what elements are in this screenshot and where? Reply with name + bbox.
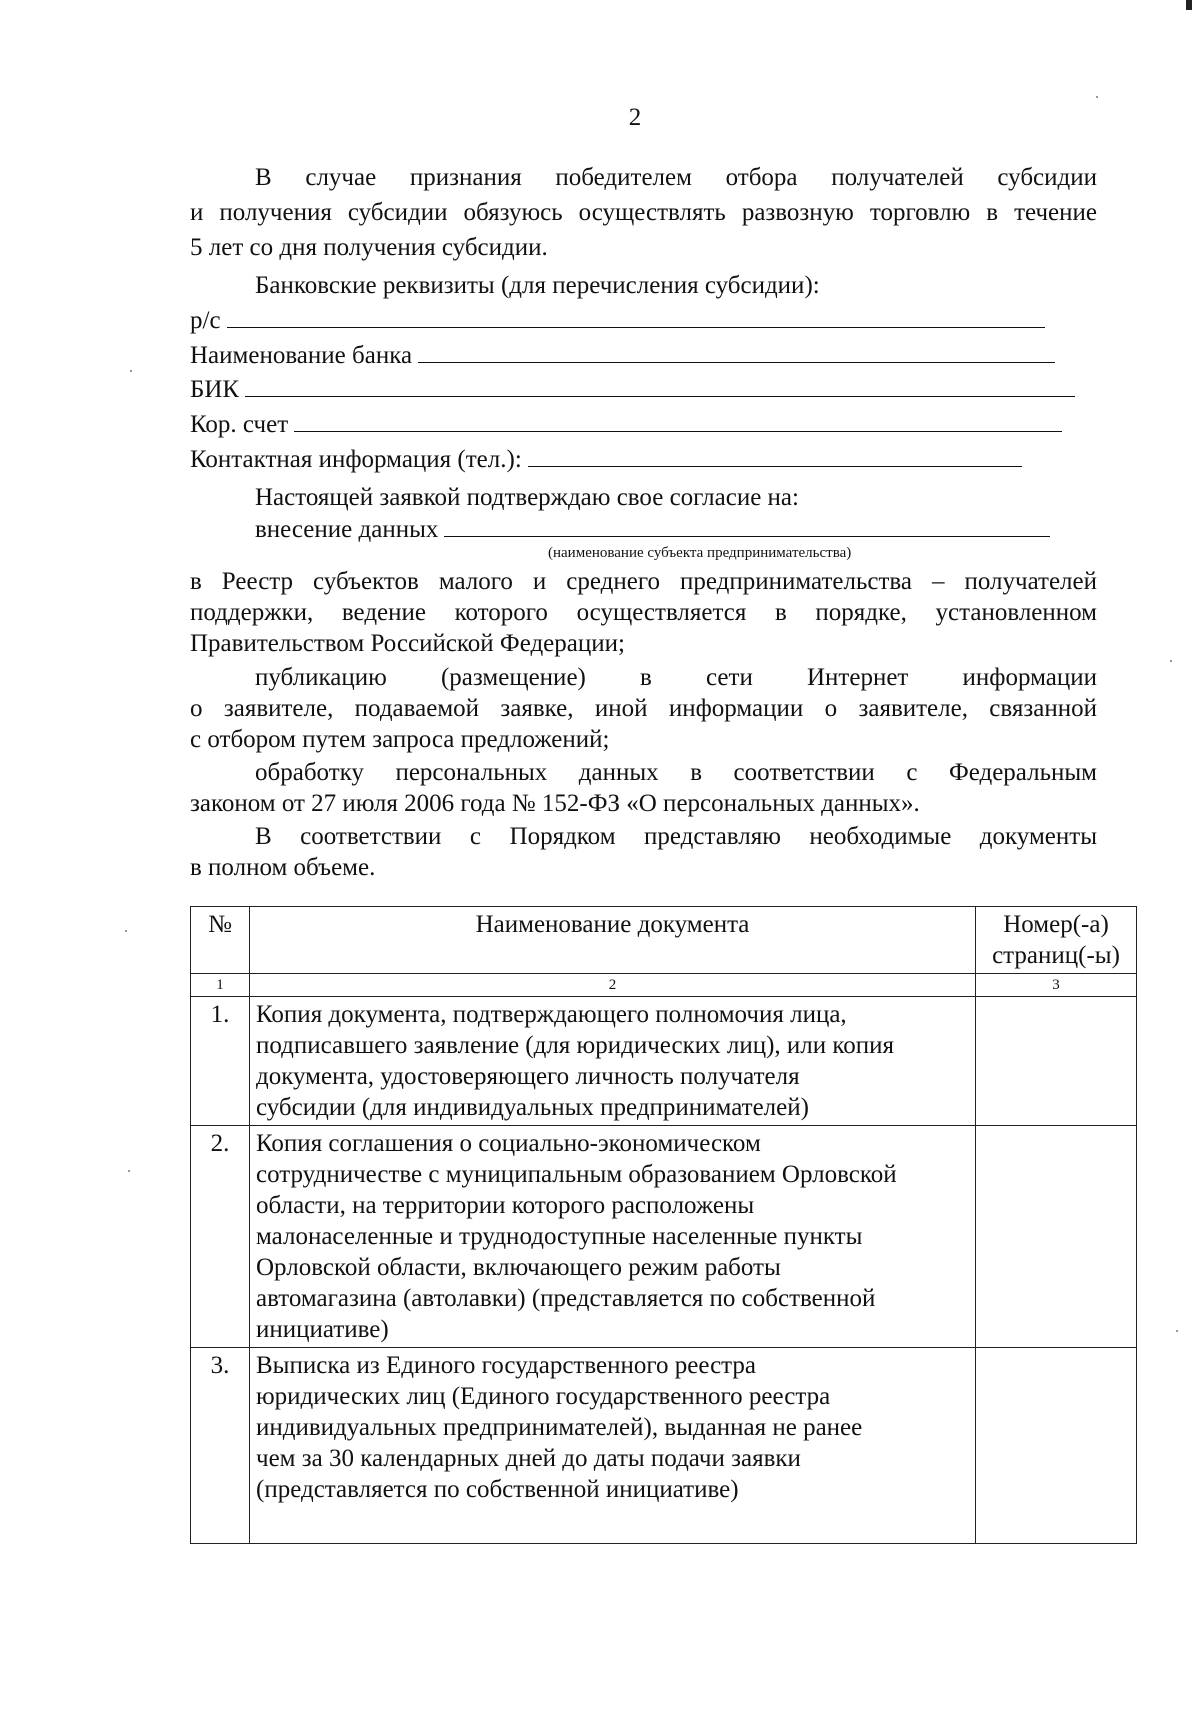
bank-name-label: Наименование банка — [190, 342, 413, 369]
registry-line-1: в Реестр субъектов малого и среднего предпринимательства – получателей — [190, 568, 1097, 595]
bik-label: БИК — [190, 376, 240, 403]
table-row — [191, 1348, 1137, 1544]
intro-line-3: 5 лет со дня получения субсидии. — [190, 234, 548, 261]
table-row — [191, 1126, 1137, 1348]
account-label: р/с — [190, 307, 221, 334]
bank-name-field — [190, 340, 1055, 372]
header-document-name: Наименование документа — [250, 907, 976, 974]
row-line: индивидуальных предпринимателей), выданная не ранее — [256, 1414, 863, 1441]
bank-heading: Банковские реквизиты (для перечисления субсидии): — [255, 272, 820, 299]
data-entry-label: внесение данных — [255, 516, 439, 543]
publication-line-3: с отбором путем запроса предложений; — [190, 726, 610, 753]
row-line: инициативе) — [256, 1316, 389, 1343]
row-pages[interactable] — [976, 1126, 1137, 1348]
row-line: документа, удостоверяющего личность получателя — [256, 1063, 800, 1090]
row-number: 3. — [191, 1348, 250, 1544]
scan-speck — [1096, 96, 1098, 98]
row-line: автомагазина (автолавки) (представляется по собственной — [256, 1285, 876, 1312]
row-pages[interactable] — [976, 997, 1137, 1126]
documents-line-1: В соответствии с Порядком представляю необходимые документы — [255, 823, 1097, 850]
table-header-row — [191, 907, 1137, 974]
scan-speck — [130, 370, 132, 372]
row-line: малонаселенные и труднодоступные населенные пункты — [256, 1223, 863, 1250]
row-line: чем за 30 календарных дней до даты подачи заявки — [256, 1445, 801, 1472]
intro-line-1: В случае признания победителем отбора получателей субсидии — [255, 164, 1097, 191]
publication-line-2: о заявителе, подаваемой заявке, иной информации о заявителе, связанной — [190, 695, 1097, 722]
row-line: подписавшего заявление (для юридических лиц), или копия — [256, 1032, 895, 1059]
row-pages[interactable] — [976, 1348, 1137, 1544]
header-number: № — [191, 907, 250, 974]
row-line: Орловской области, включающего режим работы — [256, 1254, 781, 1281]
data-entry-blank[interactable] — [444, 514, 1050, 537]
row-number: 1. — [191, 997, 250, 1126]
scan-speck — [1176, 1330, 1178, 1332]
corr-account-label: Кор. счет — [190, 411, 289, 438]
row-document — [250, 1126, 976, 1348]
documents-table — [190, 906, 1137, 1544]
registry-line-2: поддержки, ведение которого осуществляется в порядке, установленном — [190, 599, 1097, 626]
corr-account-blank[interactable] — [294, 409, 1062, 432]
row-document — [250, 997, 976, 1126]
bik-field — [190, 374, 1075, 406]
bank-name-blank[interactable] — [418, 340, 1055, 363]
scan-speck — [1170, 660, 1172, 662]
registry-line-3: Правительством Российской Федерации; — [190, 630, 625, 657]
column-number-2: 2 — [250, 974, 976, 997]
row-line: юридических лиц (Единого государственного реестра — [256, 1383, 831, 1410]
row-document — [250, 1348, 976, 1544]
documents-line-2: в полном объеме. — [190, 854, 376, 881]
processing-line-1: обработку персональных данных в соответствии с Федеральным — [255, 759, 1097, 786]
scan-speck — [125, 930, 127, 932]
entity-caption: (наименование субъекта предпринимательства) — [548, 545, 852, 561]
account-blank[interactable] — [227, 305, 1045, 328]
column-number-1: 1 — [191, 974, 250, 997]
consent-heading: Настоящей заявкой подтверждаю свое согласие на: — [255, 484, 799, 511]
contact-label: Контактная информация (тел.): — [190, 446, 522, 473]
table-row — [191, 997, 1137, 1126]
publication-line-1: публикацию (размещение) в сети Интернет информации — [255, 664, 1097, 691]
column-number-3: 3 — [976, 974, 1137, 997]
row-line: (представляется по собственной инициативе) — [256, 1476, 739, 1503]
contact-blank[interactable] — [528, 444, 1022, 467]
row-line: Копия соглашения о социально-экономическом — [256, 1130, 761, 1157]
row-line: области, на территории которого расположены — [256, 1192, 755, 1219]
column-number-row — [191, 974, 1137, 997]
header-pages: Номер(-а) страниц(-ы) — [976, 907, 1137, 974]
page-number: 2 — [628, 104, 642, 131]
row-line: сотрудничестве с муниципальным образованием Орловской — [256, 1161, 897, 1188]
corr-account-field — [190, 409, 1062, 441]
row-line: Копия документа, подтверждающего полномочия лица, — [256, 1001, 847, 1028]
row-number: 2. — [191, 1126, 250, 1348]
row-line: Выписка из Единого государственного реестра — [256, 1352, 756, 1379]
scan-edge-mark — [1186, 0, 1192, 10]
intro-line-2: и получения субсидии обязуюсь осуществлять развозную торговлю в течение — [190, 199, 1097, 226]
account-field — [190, 305, 1045, 337]
scan-speck — [128, 1170, 130, 1172]
contact-field — [190, 444, 1022, 476]
row-line: субсидии (для индивидуальных предпринимателей) — [256, 1094, 809, 1121]
processing-line-2: законом от 27 июля 2006 года № 152-ФЗ «О персональных данных». — [190, 790, 920, 817]
data-entry-field — [255, 514, 1050, 546]
bik-blank[interactable] — [245, 374, 1075, 397]
